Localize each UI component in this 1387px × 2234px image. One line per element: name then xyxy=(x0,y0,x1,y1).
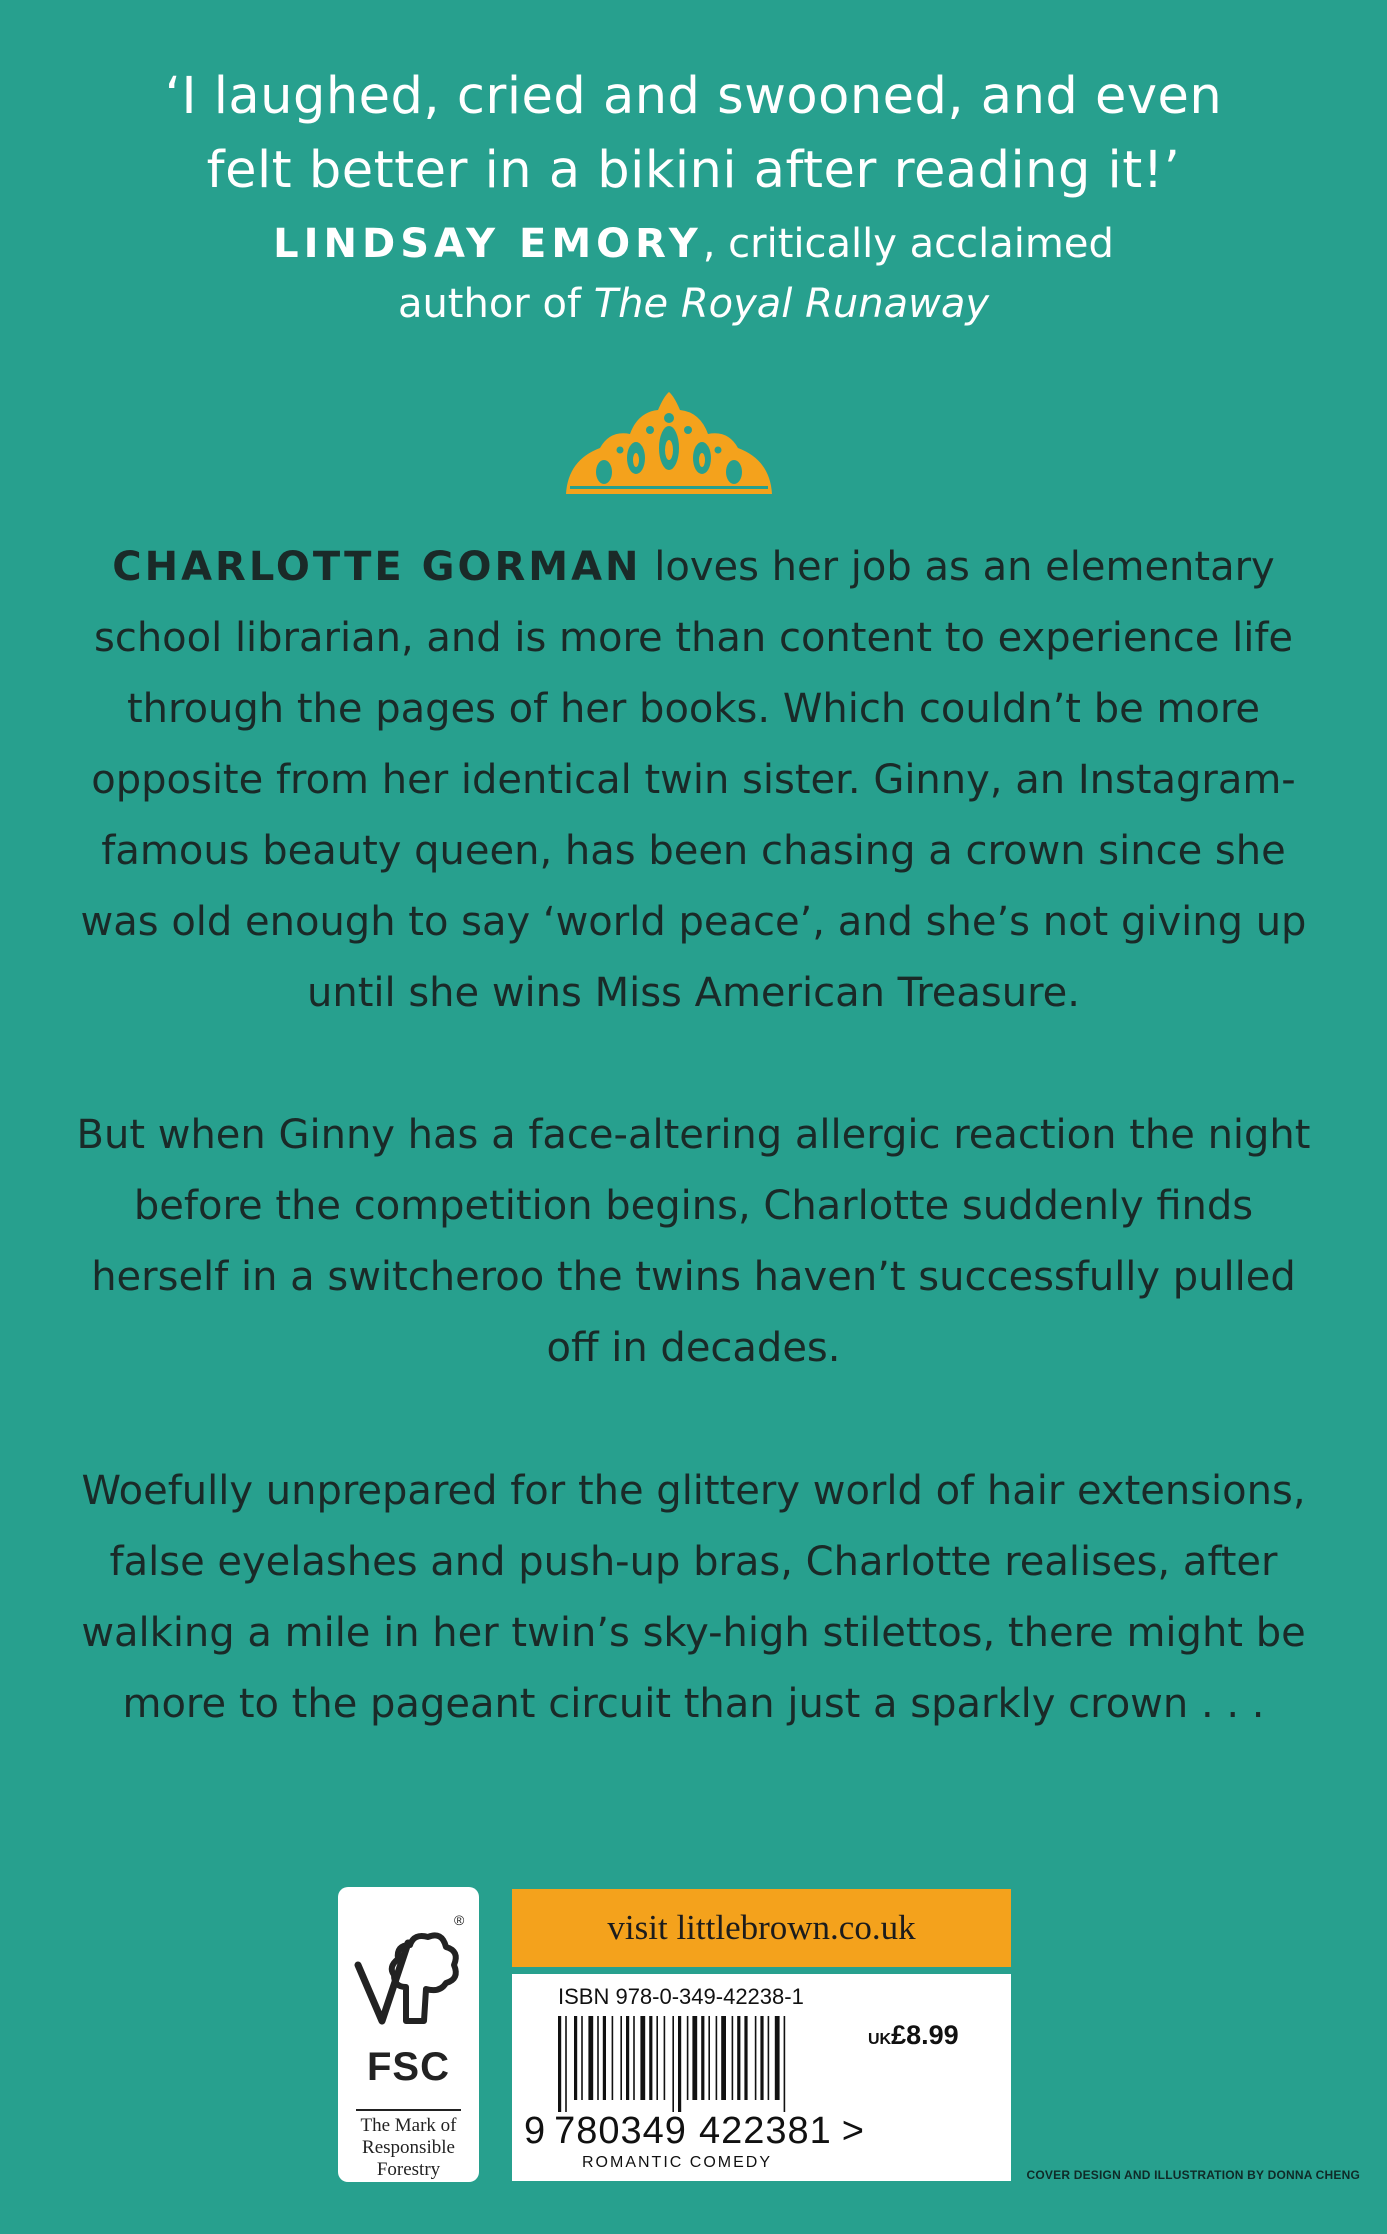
price-label xyxy=(868,2020,959,2051)
barcode-bar xyxy=(581,2016,583,2100)
barcode-quiet-zone-marker: > xyxy=(841,2110,865,2152)
barcode-bar xyxy=(633,2016,635,2100)
barcode-bar xyxy=(612,2016,614,2100)
price-region: UK xyxy=(868,2031,892,2048)
barcode-bar xyxy=(565,2016,567,2112)
barcode-bar xyxy=(755,2016,757,2100)
blurb-protagonist-name: CHARLOTTE GORMAN xyxy=(112,544,642,590)
quote-line-2: felt better in a bikini after reading it!’ xyxy=(206,141,1181,200)
quote-author-prefix: author of xyxy=(397,281,594,327)
fsc-letters: FSC xyxy=(367,2045,450,2089)
quote-author-book: The Royal Runaway xyxy=(593,281,990,327)
barcode-bar xyxy=(678,2016,681,2112)
quote-author-name: LINDSAY EMORY xyxy=(273,221,703,267)
barcode-bar xyxy=(620,2016,622,2100)
barcode-bar xyxy=(692,2016,697,2100)
barcode-bar xyxy=(649,2016,652,2100)
blurb-paragraph-1-text: loves her job as an elementary school librarian, and is more than content to experience life through the pages of her books. Which couldn’t be more opposite from her identical twin sister. Ginny, an Instagram-famous beauty queen, has been chasing a crown since she was old enough to say ‘world peace’, and she’s not giving up until she wins Miss American Treasure. xyxy=(80,544,1307,1016)
blurb-paragraph-3: Woefully unprepared for the glittery world of hair extensions, false eyelashes and push-up bras, Charlotte realises, after walking a mile in her twin’s sky-high stilettos, there might be more to the pageant circuit than just a sparkly crown . . . xyxy=(81,1468,1306,1727)
genre-label: ROMANTIC COMEDY xyxy=(582,2154,772,2171)
barcode-digits-group-1: 780349 xyxy=(554,2110,687,2152)
barcode-bar xyxy=(574,2016,577,2100)
barcode-bar xyxy=(687,2016,689,2100)
isbn-text: ISBN 978-0-349-42238-1 xyxy=(558,1984,804,2009)
barcode-bar xyxy=(640,2016,645,2100)
barcode-digit-first: 9 xyxy=(524,2110,547,2152)
barcode-bar xyxy=(760,2016,763,2100)
quote-author-desc: , critically acclaimed xyxy=(702,221,1114,267)
blurb-paragraph-2: But when Ginny has a face-altering allergic reaction the night before the competition begins, Charlotte suddenly finds herself in a switcheroo the twins haven’t successfully pulled off in decades. xyxy=(76,1112,1311,1371)
quote-attribution xyxy=(0,214,1387,334)
barcode-bar xyxy=(737,2016,740,2100)
review-quote xyxy=(0,60,1387,334)
barcode-bar xyxy=(588,2016,593,2100)
quote-line-1: ‘I laughed, cried and swooned, and even xyxy=(164,67,1223,126)
barcode-bar xyxy=(558,2016,561,2112)
barcode-panel xyxy=(512,1974,1011,2181)
barcode-bar xyxy=(784,2016,786,2112)
barcode-bars xyxy=(558,2016,858,2112)
price-value: £8.99 xyxy=(891,2020,959,2050)
barcode-bar xyxy=(603,2016,606,2100)
barcode-digits-group-2: 422381 xyxy=(698,2110,832,2152)
barcode-bar xyxy=(721,2016,726,2100)
barcode-bar xyxy=(768,2016,770,2100)
barcode-bar xyxy=(597,2016,599,2100)
barcode-number xyxy=(524,2110,865,2153)
barcode-bar xyxy=(664,2016,666,2100)
fsc-registered-mark: ® xyxy=(454,1912,465,1928)
blurb-paragraph-1 xyxy=(60,532,1327,1029)
tiara-icon xyxy=(560,390,778,500)
barcode-bar xyxy=(708,2016,710,2100)
barcode-bar xyxy=(732,2016,734,2100)
barcode-bar xyxy=(701,2016,704,2100)
fsc-tagline: The Mark of Responsible Forestry xyxy=(360,2115,457,2180)
fsc-divider xyxy=(356,2109,461,2111)
barcode-bar xyxy=(626,2016,629,2100)
barcode-bar xyxy=(716,2016,718,2100)
fsc-tree-icon xyxy=(348,1903,469,2041)
barcode-bar xyxy=(744,2016,747,2100)
publisher-website: visit littlebrown.co.uk xyxy=(512,1889,1011,1967)
barcode-bar xyxy=(775,2016,780,2100)
barcode-bar xyxy=(656,2016,658,2100)
cover-credit: COVER DESIGN AND ILLUSTRATION BY DONNA CHENG xyxy=(1026,2168,1360,2182)
fsc-logo-badge xyxy=(338,1887,479,2182)
barcode-bar xyxy=(672,2016,674,2112)
